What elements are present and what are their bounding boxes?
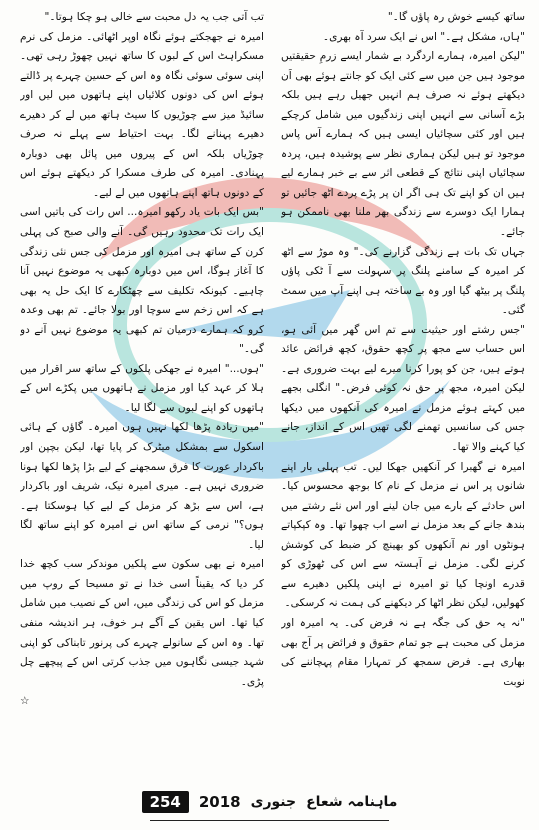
paragraph: "نہ یہ حق کی جگہ ہے نہ فرض کی۔ یہ امیرہ اور مزمل کی محبت ہے جو تمام حقوق و فرائض پر آج بھی بھاری ہے۔ فرض سمجھ کر تمہارا مقام پہچاننے کی نوبت [281,616,525,688]
text-column-right [281,8,525,776]
paragraph: ساتھ کیسے خوش رہ پاؤں گا۔" [387,11,525,23]
paragraph: "میں زیادہ پڑھا لکھا نہیں ہوں امیرہ۔ گاؤں کے ہائی اسکول سے بمشکل میٹرک کر پایا تھا، لیکن بچپن اور باکردار عورت کا فرق سمجھنے کے لیے بڑا پڑھا لکھا ہونا ضروری نہیں ہے۔ میری امیرہ نیک، شریف اور باکردار ہے، اس سے بڑھ کر مزمل کے لیے کیا ہوسکتا ہے۔ ہوں؟" نرمی کے ساتھ اس نے امیرہ کو اپنے ساتھ لگا لیا۔ [20,421,264,551]
paragraph: جہاں تک بات ہے زندگی گزارنے کی۔" وہ موڑ سے اٹھ کر امیرہ کے سامنے پلنگ پر سہولت سے آ ٹکی پاؤں پلنگ پر بیٹھ گیا اور وہ بے ساختہ ہی اپنے آپ میں سمٹ گئی۔ [281,245,525,317]
issue-month: جنوری [250,794,297,810]
issue-year: 2018 [198,793,241,811]
paragraph: تب آتی جب یہ دل محبت سے خالی ہو چکا ہوتا۔" [44,11,264,23]
paragraph: "ہاں، مشکل ہے۔" اس نے ایک سرد آہ بھری۔ [322,30,525,43]
paragraph: امیرہ نے جھجکتے ہوئے نگاہ اوپر اٹھائی۔ مزمل کی نرم مسکراہٹ اس کے لبوں کا ساتھ نہیں چھوڑ رہی تھی۔ اپنی سوئی سوئی نگاہ وہ اس کے حسین چہرے پر ڈالتے ہوئے اس کی دونوں کلائیاں اپنے ہاتھوں میں لیں اور سائیڈ میز سے چوڑیوں کا سیٹ ہاتھ میں لے کر دھیرے دھیرے پہنانے لگا۔ بہت احتیاط سے پہلے نہ صرف چوڑیاں بلکہ اس کے پیروں میں پائل بھی دوبارہ پہنادی۔ امیرہ کی طرف مسکرا کر دیکھتے ہوئے اس کے دونوں ہاتھ اپنے ہاتھوں میں لے لیے۔ [20,30,264,199]
paragraph: امیرہ نے بھی سکون سے پلکیں موندکر سب کچھ خدا کر دیا کہ یقیناً اسی خدا نے تو مسیحا کے روپ میں مزمل کو اس کی زندگی میں، اس کے نصیب میں شامل کیا تھا۔ اس یقین کے آگے ہر خوف، ہر اندیشہ منفی تھا۔ وہ اس کے سانولے چہرے کی پرنور تابناکی کو اپنی شہد جیسی نگاہوں میں جذب کرتی اس کے پیچھے چل پڑی۔ [20,558,264,688]
text-column-left [20,8,264,776]
page-number: 254 [142,791,189,813]
end-mark: ☆ [20,695,30,708]
paragraph: "جس رشتے اور حیثیت سے تم اس گھر میں آئی ہو، اس حساب سے مجھ پر کچھ حقوق، کچھ فرائض عائد ہوتے ہیں، جن کو پورا کرنا میرے لیے بہت ضروری ہے۔ لیکن امیرہ، مجھ پر حق نہ کوئی فرض۔" انگلی بجھے میں کہتے ہوئے مزمل نے امیرہ کی آنکھوں میں دیکھا جس کی سانسیں تھمنے لگی تھیں اس کے انداز، جانے کیا کہنے والا تھا۔ [281,323,525,454]
paragraph: "بس ایک بات یاد رکھو امیرہ... اس رات کی باتیں اسی ایک رات تک محدود رہیں گی۔ آنے والی صبح کی پہلی کرن کے ساتھ ہی امیرہ اور مزمل کی جس نئی زندگی کا آغاز ہوگا، اس میں دوبارہ کبھی یہ موضوع نہیں آنا چاہیے۔ کیونکہ تکلیف سے چھٹکارے کا ایک حل یہ بھی ہے کہ اس زخم سے سوچا اور بولا جائے۔ تم بھی وعدہ کرو کہ ہمارے درمیان تم کبھی یہ موضوع نہیں آنے دو گی۔" [20,206,264,356]
magazine-name: ماہنامہ شعاع [306,794,398,810]
paragraph: "لیکن امیرہ، ہمارے اردگرد بے شمار ایسے زرمِ حقیقتیں موجود ہیں جن میں سے کئی ایک کو جانتے ہوئے بھی اَن دیکھتے ہوئے نہ صرف ہم انہیں جھیل رہے ہیں بلکہ بڑے آسانی سے انہیں اپنی زندگیوں میں شامل کرچکے ہیں اور کئی سچائیاں ایسی ہیں کہ ہمارے آس پاس موجود تو ہیں لیکن ہماری نظر سے پوشیدہ ہیں، پردہ سچائیاں اپنی نتائج کے قطعی اثر سے بے خبر ہمارے لیے ہیں ان کو اپنے تک ہی اگر ان پر پڑے پردے اٹھ جائیں تو ہمارا ایک دوسرے سے زندگی بھر ملنا بھی ناممکن ہو جائے۔ [281,50,525,239]
paragraph: "ہوں..." امیرہ نے جھکی پلکوں کے ساتھ سر اقرار میں ہلا کر عہد کیا اور مزمل نے ہاتھوں میں پکڑے اس کے ہاتھوں کو اپنے لبوں سے لگا لیا۔ [20,362,264,414]
footer-divider [150,820,389,821]
paragraph: امیرہ نے گھبرا کر آنکھیں جھکا لیں۔ تب پہلی بار اپنے شانوں پر اس نے مزمل کے نام کا بوجھ محسوس کیا۔ اس حادثے کے بارے میں جان لینے اور اس نئے رشتے میں بندھ جانے کے بعد مزمل نے اسے اب چھوا تھا۔ وہ کپکپاتے ہونٹوں اور نم آنکھوں کو بھینچ کر ضبط کی کوشش کرنے لگی۔ مزمل نے آہستہ سے اس کی ٹھوڑی کو قدرے اونچا کیا تو امیرہ نے اپنی پلکیں دھیرے سے کھولیں، لیکن نظر اٹھا کر دیکھنے کی ہمت نہ کرسکی۔ [281,460,525,610]
page-footer [0,786,539,818]
